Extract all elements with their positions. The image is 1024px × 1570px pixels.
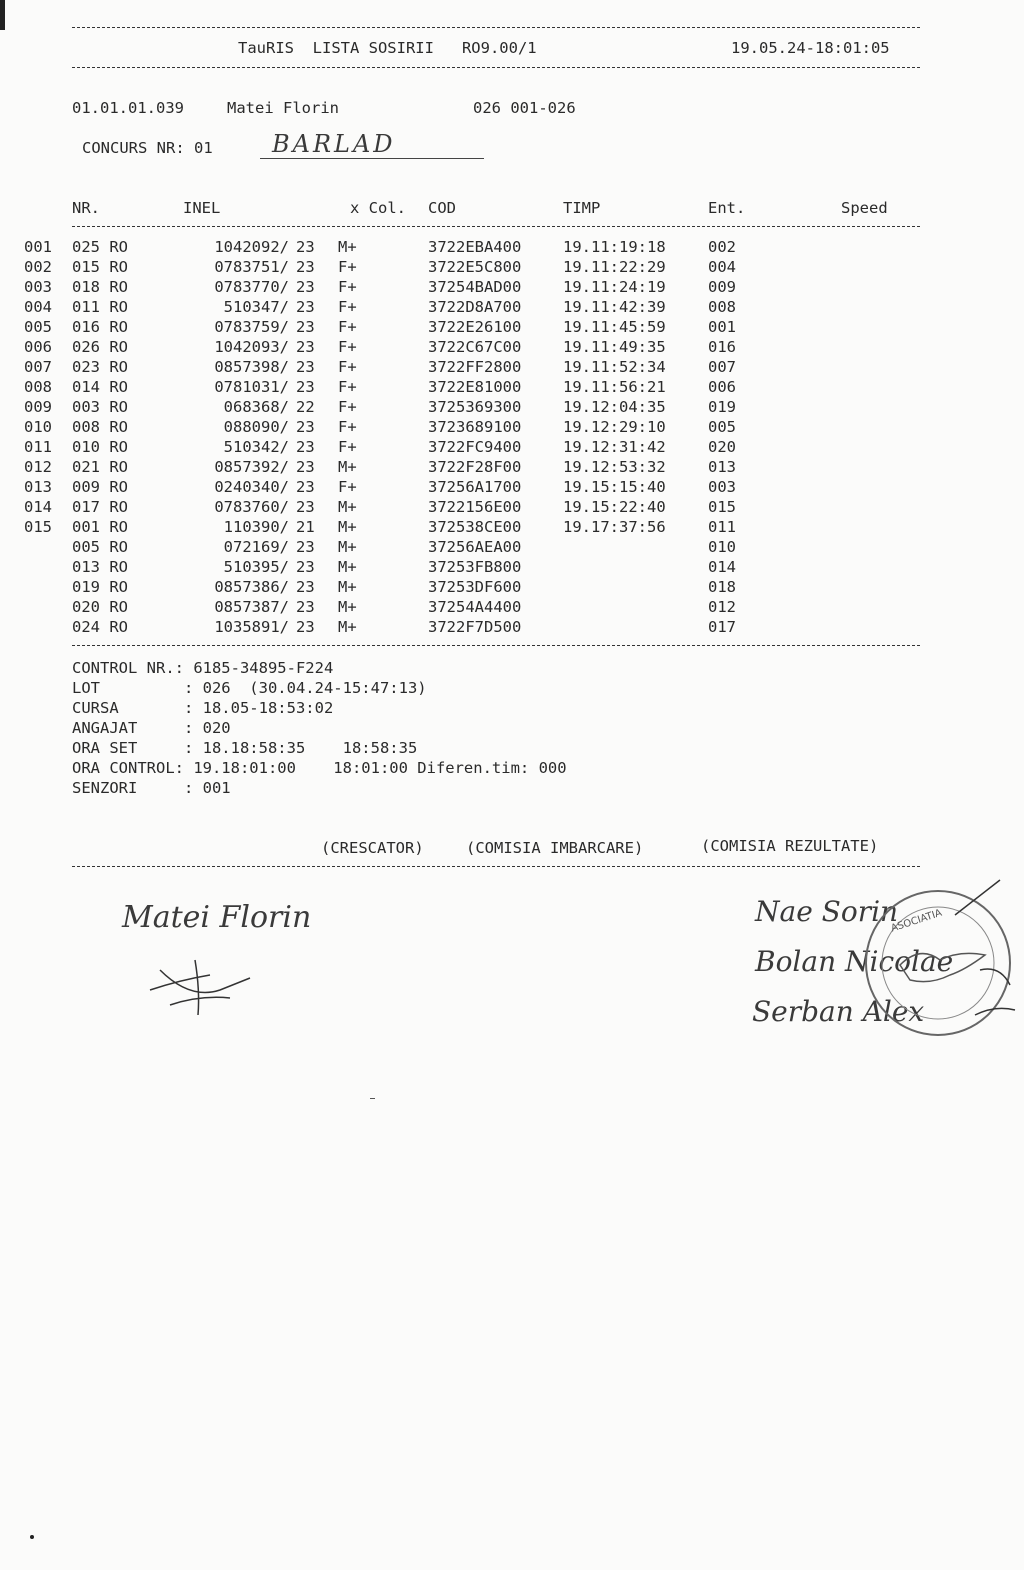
row-sex: F+ (338, 438, 357, 456)
row-nr: 025 RO (72, 238, 128, 256)
row-cod: 37256AEA00 (428, 538, 522, 556)
row-position: 010 (24, 418, 52, 436)
row-ring: 0781031/ (214, 378, 289, 396)
table-bottom-rule (72, 645, 920, 646)
row-sex: F+ (338, 278, 357, 296)
row-cod: 3722D8A700 (428, 298, 522, 316)
table-row (0, 417, 1024, 437)
row-year: 23 (296, 558, 315, 576)
row-nr: 009 RO (72, 478, 128, 496)
row-ring: 1042092/ (214, 238, 289, 256)
col-timp-header: TIMP (563, 199, 601, 217)
row-nr: 001 RO (72, 518, 128, 536)
row-sex: F+ (338, 398, 357, 416)
stamp-bird-icon (900, 953, 985, 981)
row-cod: 3722E5C800 (428, 258, 522, 276)
row-year: 22 (296, 398, 315, 416)
row-sex: F+ (338, 478, 357, 496)
row-ent: 007 (708, 358, 736, 376)
control-angajat: ANGAJAT : 020 (72, 719, 231, 737)
row-ring: 510342/ (223, 438, 289, 456)
row-ring: 0857387/ (214, 598, 289, 616)
row-position: 009 (24, 398, 52, 416)
row-year: 23 (296, 358, 315, 376)
row-ent: 015 (708, 498, 736, 516)
row-nr: 010 RO (72, 438, 128, 456)
row-nr: 017 RO (72, 498, 128, 516)
row-position: 001 (24, 238, 52, 256)
row-sex: F+ (338, 298, 357, 316)
row-nr: 005 RO (72, 538, 128, 556)
fancier-name: Matei Florin (227, 99, 339, 117)
row-time: 19.12:31:42 (563, 438, 666, 456)
row-year: 23 (296, 618, 315, 636)
scan-speck (370, 1098, 375, 1099)
row-time: 19.15:22:40 (563, 498, 666, 516)
row-ring: 0783770/ (214, 278, 289, 296)
row-ent: 003 (708, 478, 736, 496)
control-ora-set: ORA SET : 18.18:58:35 18:58:35 (72, 739, 418, 757)
row-time: 19.12:53:32 (563, 458, 666, 476)
row-position: 004 (24, 298, 52, 316)
report-title: TauRIS LISTA SOSIRII RO9.00/1 (238, 39, 537, 57)
row-cod: 3725369300 (428, 398, 522, 416)
row-position: 007 (24, 358, 52, 376)
row-year: 23 (296, 258, 315, 276)
row-cod: 3723689100 (428, 418, 522, 436)
row-nr: 011 RO (72, 298, 128, 316)
row-nr: 020 RO (72, 598, 128, 616)
row-sex: F+ (338, 338, 357, 356)
table-row (0, 497, 1024, 517)
row-time: 19.12:29:10 (563, 418, 666, 436)
row-year: 21 (296, 518, 315, 536)
handwritten-name-right-2: Bolan Nicolae (755, 945, 954, 978)
row-position: 013 (24, 478, 52, 496)
col-inel-header: INEL (183, 199, 221, 217)
row-ring: 088090/ (223, 418, 289, 436)
control-ora-control: ORA CONTROL: 19.18:01:00 18:01:00 Diferen.tim: 000 (72, 759, 567, 777)
row-ring: 0783760/ (214, 498, 289, 516)
row-sex: F+ (338, 258, 357, 276)
row-position: 011 (24, 438, 52, 456)
row-ring: 068368/ (223, 398, 289, 416)
row-ent: 010 (708, 538, 736, 556)
row-ent: 005 (708, 418, 736, 436)
row-time: 19.17:37:56 (563, 518, 666, 536)
row-sex: M+ (338, 498, 357, 516)
row-time: 19.12:04:35 (563, 398, 666, 416)
row-year: 23 (296, 598, 315, 616)
row-ent: 020 (708, 438, 736, 456)
row-position: 015 (24, 518, 52, 536)
row-position: 006 (24, 338, 52, 356)
row-nr: 019 RO (72, 578, 128, 596)
table-row (0, 257, 1024, 277)
table-row (0, 277, 1024, 297)
row-ent: 013 (708, 458, 736, 476)
row-cod: 3722F7D500 (428, 618, 522, 636)
row-sex: M+ (338, 578, 357, 596)
contest-location-handwritten: BARLAD (272, 130, 396, 158)
row-ent: 016 (708, 338, 736, 356)
row-time: 19.11:45:59 (563, 318, 666, 336)
row-cod: 3722FF2800 (428, 358, 522, 376)
signature-scribble-left (140, 950, 260, 1020)
row-year: 23 (296, 498, 315, 516)
scan-speck (30, 1535, 34, 1539)
control-nr: CONTROL NR.: 6185-34895-F224 (72, 659, 334, 677)
table-header-rule (72, 226, 920, 227)
row-ent: 006 (708, 378, 736, 396)
col-cod-header: COD (428, 199, 456, 217)
row-position: 002 (24, 258, 52, 276)
row-cod: 3722156E00 (428, 498, 522, 516)
col-xcol-header: x Col. (350, 199, 406, 217)
row-sex: F+ (338, 378, 357, 396)
fancier-range: 026 001-026 (473, 99, 576, 117)
row-year: 23 (296, 238, 315, 256)
handwritten-name-right-1: Nae Sorin (755, 895, 899, 928)
label-crescator: (CRESCATOR) (321, 839, 424, 857)
fancier-code: 01.01.01.039 (72, 99, 184, 117)
row-ent: 004 (708, 258, 736, 276)
row-year: 23 (296, 418, 315, 436)
table-row (0, 617, 1024, 637)
row-sex: F+ (338, 418, 357, 436)
row-ent: 002 (708, 238, 736, 256)
row-ring: 1035891/ (214, 618, 289, 636)
row-ent: 011 (708, 518, 736, 536)
row-sex: M+ (338, 518, 357, 536)
row-nr: 024 RO (72, 618, 128, 636)
row-time: 19.11:24:19 (563, 278, 666, 296)
row-nr: 013 RO (72, 558, 128, 576)
row-nr: 003 RO (72, 398, 128, 416)
row-ent: 008 (708, 298, 736, 316)
row-year: 23 (296, 478, 315, 496)
row-year: 23 (296, 338, 315, 356)
row-sex: M+ (338, 538, 357, 556)
table-row (0, 437, 1024, 457)
report-datetime: 19.05.24-18:01:05 (731, 39, 890, 57)
table-row (0, 557, 1024, 577)
row-ent: 001 (708, 318, 736, 336)
row-cod: 3722FC9400 (428, 438, 522, 456)
table-row (0, 477, 1024, 497)
row-time: 19.15:15:40 (563, 478, 666, 496)
row-cod: 3722EBA400 (428, 238, 522, 256)
row-ring: 072169/ (223, 538, 289, 556)
row-ring: 0857386/ (214, 578, 289, 596)
row-nr: 008 RO (72, 418, 128, 436)
row-ring: 0783759/ (214, 318, 289, 336)
contest-location-line (260, 158, 484, 159)
row-position: 014 (24, 498, 52, 516)
handwritten-name-left: Matei Florin (122, 900, 312, 935)
table-row (0, 357, 1024, 377)
row-ring: 0783751/ (214, 258, 289, 276)
row-position: 003 (24, 278, 52, 296)
row-position: 012 (24, 458, 52, 476)
table-row (0, 517, 1024, 537)
row-nr: 016 RO (72, 318, 128, 336)
row-cod: 3722C67C00 (428, 338, 522, 356)
stamp-text: ASOCIATIA (889, 907, 944, 935)
header-top-rule (72, 27, 920, 28)
row-cod: 3722E26100 (428, 318, 522, 336)
row-year: 23 (296, 538, 315, 556)
row-nr: 018 RO (72, 278, 128, 296)
table-row (0, 377, 1024, 397)
row-position: 005 (24, 318, 52, 336)
row-ent: 012 (708, 598, 736, 616)
col-speed-header: Speed (841, 199, 888, 217)
table-row (0, 297, 1024, 317)
scan-edge-mark (0, 0, 5, 30)
table-row (0, 397, 1024, 417)
row-ring: 510347/ (223, 298, 289, 316)
stamp-signature-strokes (955, 880, 1015, 1015)
row-time: 19.11:42:39 (563, 298, 666, 316)
header-bottom-rule (72, 67, 920, 68)
row-position: 008 (24, 378, 52, 396)
row-sex: F+ (338, 358, 357, 376)
table-row (0, 457, 1024, 477)
row-ring: 0857392/ (214, 458, 289, 476)
row-year: 23 (296, 578, 315, 596)
row-sex: M+ (338, 598, 357, 616)
label-comisia-imbarcare: (COMISIA IMBARCARE) (466, 839, 644, 857)
row-ent: 014 (708, 558, 736, 576)
row-nr: 021 RO (72, 458, 128, 476)
label-comisia-rezultate: (COMISIA REZULTATE) (701, 837, 879, 855)
handwritten-name-right-3: Serban Alex (752, 995, 925, 1028)
row-year: 23 (296, 458, 315, 476)
row-sex: M+ (338, 618, 357, 636)
row-sex: M+ (338, 558, 357, 576)
row-ent: 009 (708, 278, 736, 296)
signature-rule (72, 866, 920, 867)
table-row (0, 577, 1024, 597)
row-ent: 019 (708, 398, 736, 416)
row-cod: 37256A1700 (428, 478, 522, 496)
row-sex: F+ (338, 318, 357, 336)
row-time: 19.11:49:35 (563, 338, 666, 356)
table-row (0, 317, 1024, 337)
row-nr: 023 RO (72, 358, 128, 376)
row-sex: M+ (338, 458, 357, 476)
row-cod: 37253FB800 (428, 558, 522, 576)
row-nr: 026 RO (72, 338, 128, 356)
row-time: 19.11:56:21 (563, 378, 666, 396)
table-row (0, 237, 1024, 257)
col-nr-header: NR. (72, 199, 100, 217)
row-ring: 110390/ (223, 518, 289, 536)
row-nr: 014 RO (72, 378, 128, 396)
row-ring: 0857398/ (214, 358, 289, 376)
row-sex: M+ (338, 238, 357, 256)
row-cod: 372538CE00 (428, 518, 522, 536)
row-year: 23 (296, 278, 315, 296)
col-ent-header: Ent. (708, 199, 746, 217)
row-ent: 017 (708, 618, 736, 636)
row-ent: 018 (708, 578, 736, 596)
row-ring: 1042093/ (214, 338, 289, 356)
row-cod: 3722E81000 (428, 378, 522, 396)
row-cod: 37254BAD00 (428, 278, 522, 296)
table-row (0, 597, 1024, 617)
row-nr: 015 RO (72, 258, 128, 276)
row-cod: 3722F28F00 (428, 458, 522, 476)
row-time: 19.11:19:18 (563, 238, 666, 256)
row-time: 19.11:22:29 (563, 258, 666, 276)
row-cod: 37253DF600 (428, 578, 522, 596)
row-cod: 37254A4400 (428, 598, 522, 616)
row-year: 23 (296, 438, 315, 456)
row-year: 23 (296, 318, 315, 336)
control-senzori: SENZORI : 001 (72, 779, 231, 797)
control-lot: LOT : 026 (30.04.24-15:47:13) (72, 679, 427, 697)
control-cursa: CURSA : 18.05-18:53:02 (72, 699, 334, 717)
row-year: 23 (296, 378, 315, 396)
row-time: 19.11:52:34 (563, 358, 666, 376)
row-ring: 510395/ (223, 558, 289, 576)
row-year: 23 (296, 298, 315, 316)
table-row (0, 337, 1024, 357)
contest-label: CONCURS NR: 01 (82, 139, 213, 157)
table-row (0, 537, 1024, 557)
association-stamp (860, 875, 1020, 1050)
row-ring: 0240340/ (214, 478, 289, 496)
